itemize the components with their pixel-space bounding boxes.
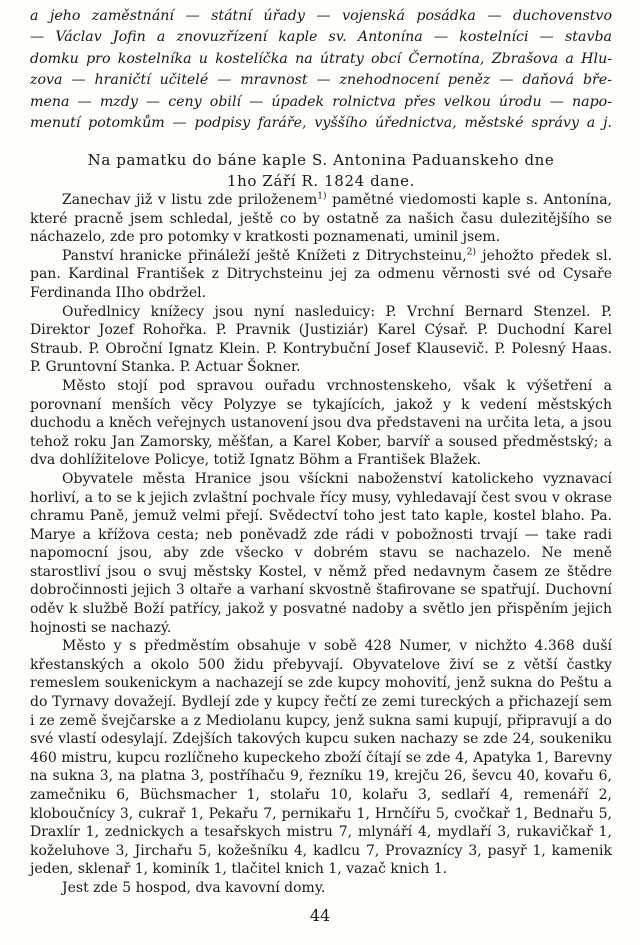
section-heading-line-1: Na pamatku do báne kaple S. Antonina Paduanskeho dne [87,151,555,169]
paragraph [30,247,612,303]
paragraph-text: jehožto předek sl. pan. Kardinal František z Ditrychsteinu jej za odmenu věrnosti své od Cysaře Ferdinanda IIho obdržel. [30,247,612,301]
summary-line: domku pro kostelníka u kostelíčka na útraty obcí Černotína, Zbrašova a Hlu- [30,50,612,67]
summary-line: — Václav Jofin a znovuzřízení kaple sv. Antonína — kostelníci — stavba [30,29,612,46]
summary-line: zova — hraničtí učitelé — mravnost — znehodnocení peněz — daňová bře- [30,72,612,89]
footnote-marker[interactable]: 1) [317,191,327,202]
summary-line: a jeho zaměstnání — státní úřady — vojenská posádka — duchovenstvo [30,8,612,24]
paragraph-text: pamětné viedomosti kaple s. Antonína, které pracně jsem schledal, ještě co by ostatně za našich času dulezitějšího se náchazelo, zde pro potomky v kratkosti poznamenati, uminil jsem. [30,192,613,246]
paragraph-text: Zanechav již v listu zde priloženem [62,192,318,208]
paragraph: Obyvatele města Hranice jsou všíckni naboženství katolickeho vyznavací horliví, a to se k jejich zvlaštní pochvale řícy musy, vyhledavají čest svou v okrase chramu Paně, jemuž velmi přejí. Svědectví toho jest tato kaple, kostel blaho. Pa. Marye a křížova cesta; neb poněvadž zde rádi v pobožnosti trvají — take radi napomocní jsou, aby zde všecko v dobrém stavu se nachazelo. Ne meně starostliví jsou o svuj městsky Kostel, v němž před nedavnym časem ze štědre dobročinnosti jejich 3 oltaře a varhaní skvostně štafirovane se spatřují. Duchovní oděv k službě Boží patřícy, jakož y posvatné nadoby a světlo jen přispěním jejich hojnosti se nachazý. [30,470,612,636]
page-number: 44 [309,906,331,925]
paragraph: Město stojí pod spravou ouřadu vrchnostenskeho, však k výšetření a porovnaní menších věcy Polyzye se tykajících, jakož y k vedení městských duchodu a kněch veřejnych ustanovení jsou dva představeni na určita leta, a jsou tehož roku Jan Zamorsky, měšťan, a Karel Kober, barvíř a soused předměstský; a dva dohlížitelove Policye, totiž Ignatz Böhm a František Blažek. [30,377,612,469]
paragraph: Jest zde 5 hospod, dva kavovní domy. [62,879,326,896]
summary-line: mena — mzdy — ceny obilí — úpadek rolnictva přes velkou úrodu — napo- [30,93,612,110]
paragraph: Ouředlnicy knížecy jsou nyní nasleduicy: P. Vrchní Bernard Stenzel. P. Direktor Jozef Rohořka. P. Pravnik (Justiziár) Karel Cýsař. P. Duchodní Karel Straub. P. Obroční Ignatz Klein. P. Kontrybuční Josef Klausevič. P. Polesný Haas. P. Gruntovní Stanka. P. Actuar Šokner. [30,303,612,376]
chapter-summary [30,6,612,134]
summary-line: menutí potomkům — podpisy faráře, vyššího úřednictva, městské správy a j. [30,115,612,132]
footnote-marker[interactable]: 2) [466,247,476,258]
paragraph-text: Panství hranicke přináleží ještě Knížeti z Ditrychsteinu, [62,247,467,264]
paragraph [30,191,612,247]
paragraph: Město y s předměstím obsahuje v sobě 428 Numer, v nichžto 4.368 duší křestanských a okolo 500 židu přebyvají. Obyvatelove živí se z větší častky remeslem soukenickym a nachazejí se zde kupcy mohovití, jenž sukna do Peštu a do Tyrnavy dovažejí. Bydlejí zde y kupcy řečtí ze zemi tureckých a přichazejí sem i ze země švejčarske a z Mediolanu kupcy, jenž sukna sami kupují, připravují a do své vlastí odesylají. Zdejších takových kupcu suken nachazy se zde 24, soukeniku 460 mistru, kupcu rozlíčneho kupeckeho zboží čítají se zde 4, Apatyka 1, Barevny na sukna 3, na platna 3, postříhaču 9, řezníku 19, krejču 26, ševcu 40, kovařu 6, zamečniku 6, Büchsmacher 1, stolařu 10, kolařu 3, sedlaří 4, remenáří 2, kloboučnícy 3, cukrař 1, Pekařu 7, pernikařu 1, Hrnčířu 5, cvočkař 1, Bednařu 5, Draxlír 1, zednickych a tesařskych mistru 7, mlynáří 4, mydlaří 3, rukavičkař 1, koželuhove 3, Jirchařu 5, kožešníku 4, kadlcu 7, Provaznícy 3, pasyř 1, kamenik jeden, sklenař 1, kominík 1, tlačitel knich 1, vazač knich 1. [30,638,612,878]
section-heading [30,150,612,192]
section-heading-line-2: 1ho Září R. 1824 dane. [227,172,415,190]
body-text [30,191,612,898]
